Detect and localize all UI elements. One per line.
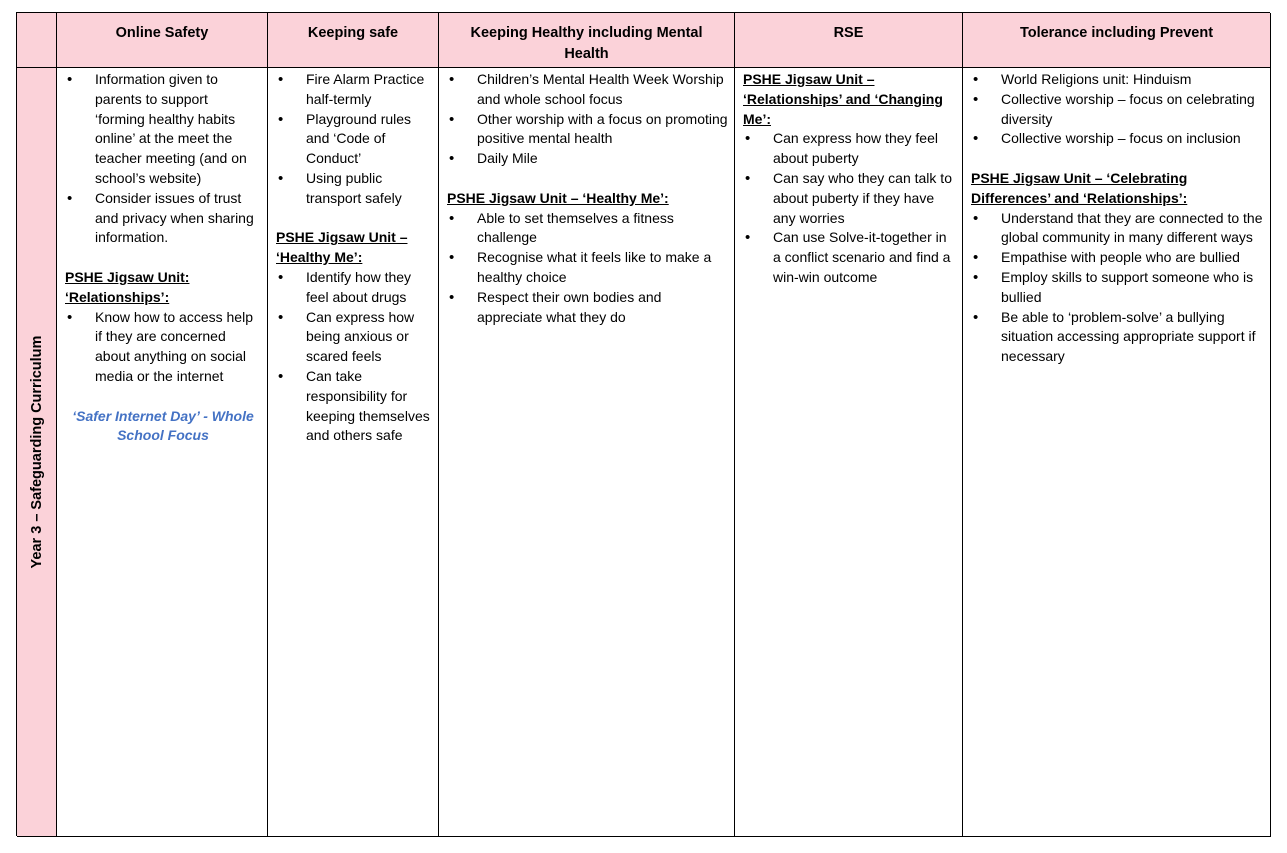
header-keeping-safe: Keeping safe — [268, 13, 439, 68]
unit-title: PSHE Jigsaw Unit – ‘Healthy Me’: — [276, 229, 408, 266]
list-item: • Empathise with people who are bullied — [971, 248, 1264, 268]
keeping-safe-list — [276, 70, 432, 209]
list-item: • Information given to parents to support ‘forming healthy habits online’ at the meet the teacher meeting (and on school’s website) — [65, 70, 261, 189]
list-item: • Able to set themselves a fitness challenge — [447, 209, 728, 249]
list-item: • World Religions unit: Hinduism — [971, 70, 1264, 90]
keeping-safe-unit-list — [276, 268, 432, 446]
list-item: • Know how to access help if they are concerned about anything on social media or the internet — [65, 308, 261, 387]
unit-title: PSHE Jigsaw Unit – ‘Celebrating Differences’ and ‘Relationships’: — [971, 169, 1188, 206]
unit-title: PSHE Jigsaw Unit: ‘Relationships’: — [65, 268, 190, 305]
list-item: • Fire Alarm Practice half-termly — [276, 70, 432, 110]
list-item: • Consider issues of trust and privacy when sharing information. — [65, 189, 261, 248]
header-online-safety: Online Safety — [57, 13, 268, 68]
year-label: Year 3 – Safeguarding Curriculum — [28, 335, 45, 569]
header-tolerance: Tolerance including Prevent — [963, 13, 1271, 68]
safer-internet-day-focus: ‘Safer Internet Day’ - Whole School Focus — [72, 407, 254, 444]
list-item: • Children’s Mental Health Week Worship and whole school focus — [447, 70, 728, 110]
cell-online-safety — [57, 68, 268, 837]
list-item: • Can express how they feel about puberty — [743, 129, 956, 169]
rse-unit-list — [743, 129, 956, 287]
keeping-healthy-list — [447, 70, 728, 169]
unit-title: PSHE Jigsaw Unit – ‘Relationships’ and ‘Changing Me’: — [743, 71, 943, 127]
list-item: • Playground rules and ‘Code of Conduct’ — [276, 110, 432, 169]
list-item: • Using public transport safely — [276, 169, 432, 209]
cell-keeping-safe — [268, 68, 439, 837]
online-safety-unit-list — [65, 308, 261, 387]
cell-keeping-healthy — [439, 68, 735, 837]
list-item: • Identify how they feel about drugs — [276, 268, 432, 308]
corner-cell — [17, 13, 57, 68]
list-item: • Be able to ‘problem-solve’ a bullying situation accessing appropriate support if necessary — [971, 308, 1264, 367]
list-item: • Can say who they can talk to about puberty if they have any worries — [743, 169, 956, 228]
list-item: • Daily Mile — [447, 149, 728, 169]
list-item: • Recognise what it feels like to make a healthy choice — [447, 248, 728, 288]
list-item: • Collective worship – focus on inclusion — [971, 129, 1264, 149]
list-item: • Collective worship – focus on celebrating diversity — [971, 90, 1264, 130]
cell-tolerance — [963, 68, 1271, 837]
tolerance-list — [971, 70, 1264, 149]
safeguarding-table — [16, 12, 1270, 836]
list-item: • Employ skills to support someone who is bullied — [971, 268, 1264, 308]
online-safety-list — [65, 70, 261, 248]
list-item: • Can express how being anxious or scared feels — [276, 308, 432, 367]
year-label-cell — [17, 68, 57, 837]
list-item: • Other worship with a focus on promoting positive mental health — [447, 110, 728, 150]
cell-rse — [735, 68, 963, 837]
tolerance-unit-list — [971, 209, 1264, 367]
header-rse: RSE — [735, 13, 963, 68]
list-item: • Respect their own bodies and appreciate what they do — [447, 288, 728, 328]
list-item: • Understand that they are connected to the global community in many different ways — [971, 209, 1264, 249]
list-item: • Can take responsibility for keeping themselves and others safe — [276, 367, 432, 446]
keeping-healthy-unit-list — [447, 209, 728, 328]
header-keeping-healthy: Keeping Healthy including Mental Health — [439, 13, 735, 68]
list-item: • Can use Solve-it-together in a conflict scenario and find a win-win outcome — [743, 228, 956, 287]
unit-title: PSHE Jigsaw Unit – ‘Healthy Me’: — [447, 189, 669, 206]
